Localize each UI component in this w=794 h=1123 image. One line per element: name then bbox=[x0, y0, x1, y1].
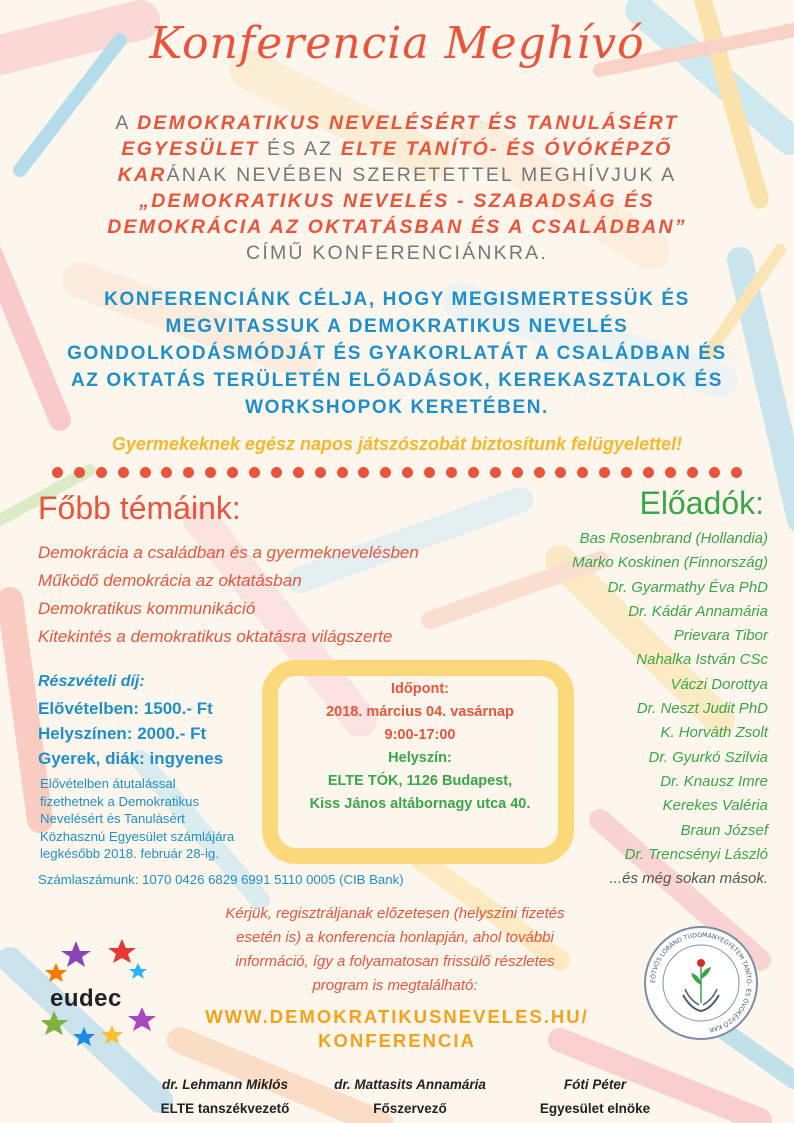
divider-dot bbox=[424, 467, 435, 478]
list-item: Kerekes Valéria bbox=[662, 797, 768, 815]
divider-dot bbox=[52, 467, 63, 478]
signature-role: ELTE tanszékvezető bbox=[160, 1101, 290, 1116]
divider-dot bbox=[490, 467, 501, 478]
divider-dot bbox=[337, 467, 348, 478]
fee-list bbox=[38, 696, 223, 771]
bank-account: Számlaszámunk: 1070 0426 6829 6991 5110 0005 (CIB Bank) bbox=[38, 872, 404, 887]
eudec-logo-text: eudec bbox=[50, 985, 122, 1012]
intro-org-name: DEMOKRATIKUS NEVELÉSÉRT ÉS TANULÁSÉRT EGYESÜLET bbox=[121, 112, 679, 160]
divider-dot bbox=[665, 467, 676, 478]
conference-url-link[interactable] bbox=[160, 1005, 634, 1053]
url-line[interactable]: KONFERENCIA bbox=[318, 1030, 476, 1051]
fee-onsite: Helyszínen: 2000.- Ft bbox=[38, 724, 207, 743]
divider-dot bbox=[621, 467, 632, 478]
intro-text-3: ÁNAK NEVÉBEN SZERETETTEL MEGHÍVJUK A bbox=[166, 164, 677, 186]
intro-text-2: ÉS AZ bbox=[259, 138, 341, 160]
divider-dot bbox=[161, 467, 172, 478]
list-item: Dr. Trencsényi László bbox=[624, 845, 768, 863]
star-icon bbox=[73, 1027, 95, 1046]
signature-lehmann bbox=[120, 1073, 330, 1121]
fee-note-line: Nevelésért és Tanulásért bbox=[40, 811, 185, 826]
fee-presale: Elővételben: 1500.- Ft bbox=[38, 699, 213, 718]
list-item: Dr. Gyarmathy Éva PhD bbox=[607, 578, 768, 596]
list-item: K. Horváth Zsolt bbox=[660, 724, 768, 742]
time-label: Időpont: bbox=[391, 681, 449, 697]
dotted-divider bbox=[52, 462, 742, 482]
divider-dot bbox=[227, 467, 238, 478]
divider-dot bbox=[315, 467, 326, 478]
fee-note-line: Közhasznú Egyesület számlájára bbox=[40, 828, 235, 844]
conference-goal: KONFERENCIÁNK CÉLJA, HOGY MEGISMERTESSÜK ÉS MEGVITASSUK A DEMOKRATIKUS NEVELÉS GONDOLKODÁSMÓDJÁT ÉS GYAKORLATÁT A CSALÁDBAN ÉS AZ OKTATÁS TERÜLETÉN ELŐADÁSOK, KEREKASZTALOK ÉS WORKSHOPOK KERETÉBEN. bbox=[67, 289, 727, 418]
signature-foti bbox=[500, 1073, 690, 1121]
speakers-list bbox=[572, 527, 768, 891]
topics-list bbox=[38, 539, 419, 651]
signature-name: dr. Lehmann Miklós bbox=[161, 1077, 289, 1092]
divider-dot bbox=[358, 467, 369, 478]
topics-heading: Főbb témáink: bbox=[38, 490, 241, 526]
signature-mattasits bbox=[300, 1073, 520, 1121]
list-item: Bas Rosenbrand (Hollandia) bbox=[579, 530, 768, 547]
list-item: Dr. Gyurkó Szilvia bbox=[648, 748, 768, 766]
list-item: Dr. Neszt Judit PhD bbox=[636, 700, 768, 718]
intro-conference-title: „DEMOKRATIKUS NEVELÉS - SZABADSÁG ÉS DEMOKRÁCIA AZ OKTATÁSBAN ÉS A CSALÁDBAN” bbox=[107, 190, 687, 238]
fee-note bbox=[40, 775, 234, 863]
divider-dot bbox=[643, 467, 654, 478]
fee-heading: Részvételi díj: bbox=[38, 673, 145, 690]
event-date: 2018. március 04. vasárnap bbox=[326, 704, 514, 720]
seal-text: EÖTVÖS LORÁND TUDOMÁNYEGYETEM TANÍTÓ- ÉS ÓVÓKÉPZŐ KAR bbox=[649, 931, 753, 1034]
star-icon bbox=[128, 1007, 156, 1031]
list-item: Nahalka István CSc bbox=[636, 651, 768, 669]
intro-text-4: CÍMŰ KONFERENCIÁNKRA. bbox=[246, 242, 548, 264]
page-title: Konferencia Meghívó bbox=[149, 18, 645, 69]
divider-dot bbox=[293, 467, 304, 478]
registration-line: esetén is) a konferencia honlapján, ahol további bbox=[236, 929, 554, 946]
star-icon bbox=[45, 963, 67, 982]
list-item: Váczi Dorottya bbox=[670, 675, 768, 693]
divider-dot bbox=[512, 467, 523, 478]
divider-dot bbox=[534, 467, 545, 478]
divider-dot bbox=[402, 467, 413, 478]
divider-dot bbox=[271, 467, 282, 478]
divider-dot bbox=[446, 467, 457, 478]
divider-dot bbox=[731, 467, 742, 478]
fee-student: Gyerek, diák: ingyenes bbox=[38, 749, 224, 768]
intro-paragraph bbox=[70, 110, 724, 266]
divider-dot bbox=[205, 467, 216, 478]
signature-name: dr. Mattasits Annamária bbox=[334, 1077, 486, 1092]
speakers-more: ...és még sokan mások. bbox=[609, 870, 768, 888]
speakers-heading: Előadók: bbox=[639, 485, 764, 521]
signature-role: Főszervező bbox=[373, 1101, 447, 1116]
star-icon bbox=[108, 939, 136, 963]
star-icon bbox=[129, 963, 147, 979]
star-icon bbox=[101, 1025, 123, 1044]
divider-dot bbox=[140, 467, 151, 478]
registration-line: információ, így a folyamatosan frissülő részletes bbox=[235, 953, 555, 970]
signature-role: Egyesület elnöke bbox=[539, 1101, 651, 1116]
intro-text-1: A bbox=[115, 112, 138, 134]
event-info bbox=[270, 678, 570, 816]
list-item: Marko Koskinen (Finnország) bbox=[572, 554, 768, 572]
list-item: Dr. Knausz Imre bbox=[660, 772, 768, 790]
divider-dot bbox=[468, 467, 479, 478]
divider-dot bbox=[687, 467, 698, 478]
list-item: Működő demokrácia az oktatásban bbox=[38, 571, 302, 590]
divider-dot bbox=[599, 467, 610, 478]
event-place-line1: ELTE TÓK, 1126 Budapest, bbox=[327, 773, 513, 789]
list-item: Braun József bbox=[680, 821, 768, 839]
divider-dot bbox=[183, 467, 194, 478]
divider-dot bbox=[118, 467, 129, 478]
divider-dot bbox=[249, 467, 260, 478]
divider-dot bbox=[380, 467, 391, 478]
registration-line: program is megtalálható: bbox=[312, 977, 478, 994]
elte-tok-seal bbox=[643, 925, 759, 1041]
divider-dot bbox=[96, 467, 107, 478]
intro-faculty-name: ELTE TANÍTÓ- ÉS ÓVÓKÉPZŐ KAR bbox=[117, 138, 673, 186]
list-item: Kitekintés a demokratikus oktatásra világszerte bbox=[38, 627, 393, 646]
fee-note-line: fizethetnek a Demokratikus bbox=[40, 793, 200, 809]
registration-line: Kérjük, regisztráljanak előzetesen (helyszíni fizetés bbox=[225, 905, 565, 922]
fee-note-line: Elővételben átutalással bbox=[40, 776, 176, 791]
list-item: Demokratikus kommunikáció bbox=[38, 599, 256, 618]
signature-name: Fóti Péter bbox=[563, 1077, 627, 1092]
kids-playroom-note: Gyermekeknek egész napos játszószobát biztosítunk felügyelettel! bbox=[111, 434, 683, 454]
star-icon bbox=[61, 941, 91, 967]
divider-dot bbox=[555, 467, 566, 478]
list-item: Demokrácia a családban és a gyermeknevelésben bbox=[38, 543, 419, 562]
list-item: Prievara Tibor bbox=[673, 627, 768, 645]
star-icon bbox=[42, 1011, 68, 1035]
fee-note-line: legkésőbb 2018. február 28-ig. bbox=[40, 846, 219, 861]
divider-dot bbox=[577, 467, 588, 478]
place-label: Helyszín: bbox=[388, 750, 452, 766]
divider-dot bbox=[74, 467, 85, 478]
list-item: Dr. Kádár Annamária bbox=[628, 602, 768, 620]
event-place-line2: Kiss János altábornagy utca 40. bbox=[309, 796, 531, 812]
event-hours: 9:00-17:00 bbox=[384, 727, 456, 743]
divider-dot bbox=[709, 467, 720, 478]
registration-note bbox=[180, 902, 610, 998]
url-line[interactable]: WWW.DEMOKRATIKUSNEVELES.HU/ bbox=[205, 1006, 589, 1027]
